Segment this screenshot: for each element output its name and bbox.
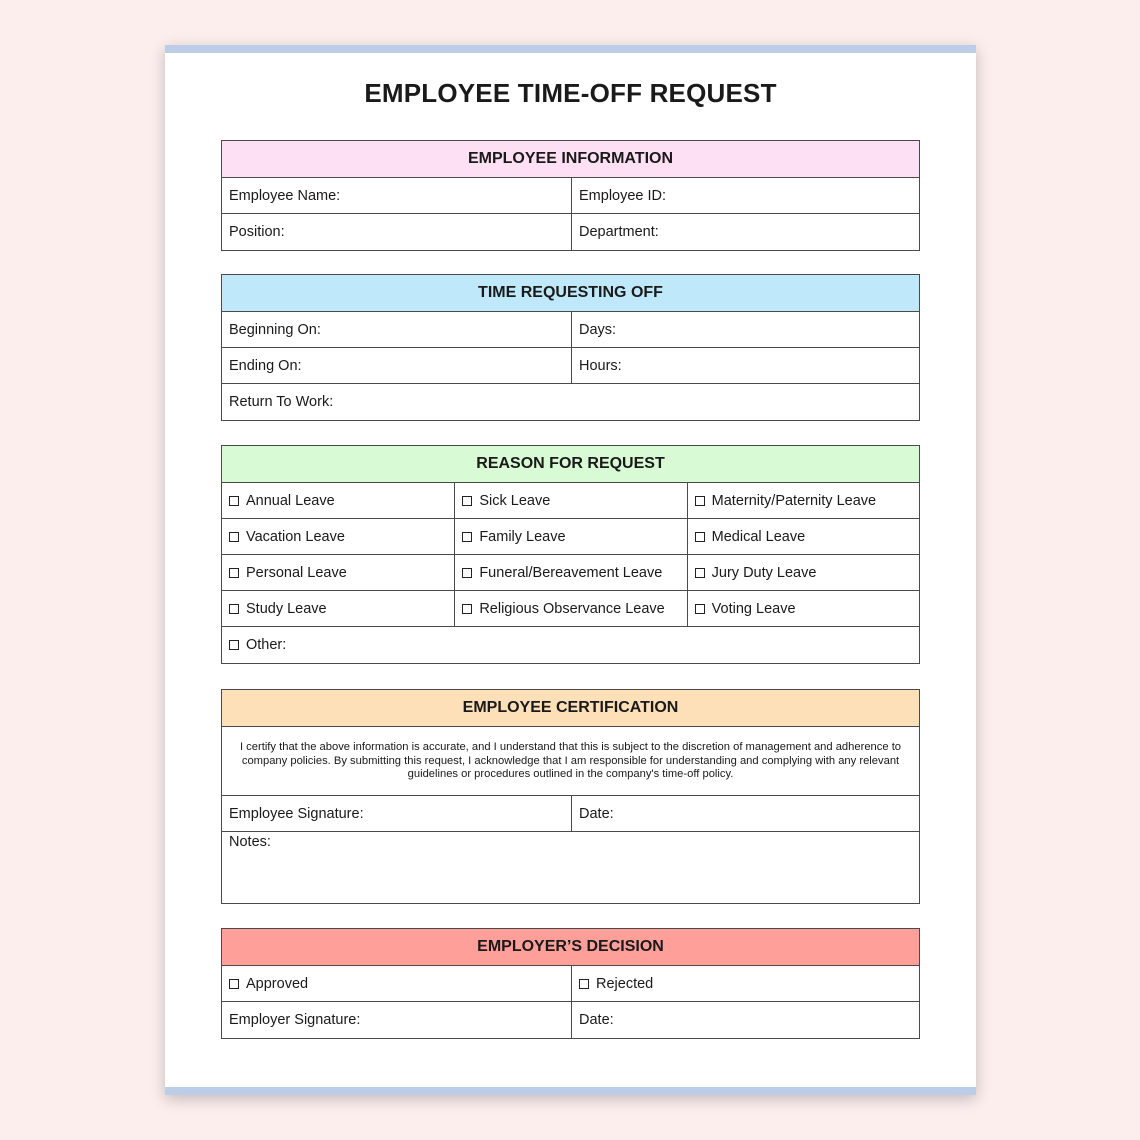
- days-field[interactable]: [571, 312, 919, 347]
- employer-signature-field[interactable]: [222, 1002, 571, 1038]
- time-requesting-off-section: [221, 274, 920, 421]
- time-requesting-off-heading: TIME REQUESTING OFF: [222, 275, 919, 312]
- checkbox-icon[interactable]: [229, 640, 239, 650]
- employer-date-field[interactable]: [571, 1002, 919, 1038]
- employee-id-label: Employee ID:: [579, 187, 667, 204]
- employer-signature-label: Employer Signature:: [229, 1012, 361, 1028]
- checkbox-icon[interactable]: [462, 532, 472, 542]
- reason-option-annual-leave[interactable]: [222, 483, 454, 518]
- checkbox-icon[interactable]: [229, 979, 239, 989]
- rejected-label: Rejected: [596, 975, 654, 992]
- employee-certification-heading: EMPLOYEE CERTIFICATION: [222, 690, 919, 727]
- reason-option-label: Religious Observance Leave: [479, 600, 665, 617]
- department-field[interactable]: [571, 214, 919, 250]
- employee-signature-field[interactable]: [222, 796, 571, 831]
- reason-option-label: Family Leave: [479, 528, 566, 545]
- return-to-work-field[interactable]: [222, 384, 919, 420]
- employers-decision-section: [221, 928, 920, 1039]
- reason-option-label: Study Leave: [246, 600, 327, 617]
- reason-option-label: Funeral/Bereavement Leave: [479, 564, 663, 581]
- reason-option-label: Annual Leave: [246, 492, 335, 509]
- position-field[interactable]: [222, 214, 571, 250]
- checkbox-icon[interactable]: [229, 496, 239, 506]
- ending-on-label: Ending On:: [229, 357, 302, 374]
- reason-option-label: Sick Leave: [479, 492, 551, 509]
- reason-option-label: Maternity/Paternity Leave: [711, 492, 877, 509]
- checkbox-icon[interactable]: [229, 604, 239, 614]
- reason-option-maternity-paternity-leave[interactable]: [687, 483, 919, 518]
- reason-option-jury-duty-leave[interactable]: [687, 555, 919, 590]
- days-label: Days:: [579, 321, 617, 338]
- notes-field[interactable]: [222, 832, 919, 903]
- reason-option-sick-leave[interactable]: [454, 483, 686, 518]
- decision-rejected-option[interactable]: [571, 966, 919, 1001]
- reason-for-request-heading: REASON FOR REQUEST: [222, 446, 919, 483]
- checkbox-icon[interactable]: [229, 568, 239, 578]
- reason-option-vacation-leave[interactable]: [222, 519, 454, 554]
- employee-name-label: Employee Name:: [229, 187, 341, 204]
- checkbox-icon[interactable]: [229, 532, 239, 542]
- beginning-on-field[interactable]: [222, 312, 571, 347]
- approved-label: Approved: [246, 975, 309, 992]
- reason-option-voting-leave[interactable]: [687, 591, 919, 626]
- reason-option-personal-leave[interactable]: [222, 555, 454, 590]
- checkbox-icon[interactable]: [695, 496, 705, 506]
- reason-option-label: Jury Duty Leave: [711, 564, 817, 581]
- employee-information-section: [221, 140, 920, 251]
- checkbox-icon[interactable]: [695, 604, 705, 614]
- employee-name-field[interactable]: [222, 178, 571, 213]
- employee-date-field[interactable]: [571, 796, 919, 831]
- employee-information-heading: EMPLOYEE INFORMATION: [222, 141, 919, 178]
- position-label: Position:: [229, 224, 285, 240]
- employer-date-label: Date:: [579, 1012, 614, 1028]
- notes-label: Notes:: [229, 834, 271, 850]
- employers-decision-heading: EMPLOYER’S DECISION: [222, 929, 919, 966]
- top-accent-band: [165, 45, 976, 53]
- department-label: Department:: [579, 224, 659, 240]
- reason-option-other[interactable]: [222, 627, 919, 663]
- reason-option-label: Personal Leave: [246, 564, 347, 581]
- reason-option-study-leave[interactable]: [222, 591, 454, 626]
- hours-field[interactable]: [571, 348, 919, 383]
- reason-option-funeral-bereavement-leave[interactable]: [454, 555, 686, 590]
- reason-option-label: Medical Leave: [711, 528, 806, 545]
- reason-option-label: Vacation Leave: [246, 528, 345, 545]
- checkbox-icon[interactable]: [579, 979, 589, 989]
- employee-certification-section: [221, 689, 920, 904]
- checkbox-icon[interactable]: [695, 568, 705, 578]
- reason-option-family-leave[interactable]: [454, 519, 686, 554]
- decision-approved-option[interactable]: [222, 966, 571, 1001]
- beginning-on-label: Beginning On:: [229, 321, 321, 338]
- reason-option-medical-leave[interactable]: [687, 519, 919, 554]
- employee-id-field[interactable]: [571, 178, 919, 213]
- reason-option-other-label: Other:: [246, 637, 287, 653]
- form-title: EMPLOYEE TIME-OFF REQUEST: [364, 78, 777, 108]
- ending-on-field[interactable]: [222, 348, 571, 383]
- employee-date-label: Date:: [579, 805, 614, 822]
- hours-label: Hours:: [579, 357, 622, 374]
- reason-option-label: Voting Leave: [711, 600, 796, 617]
- bottom-accent-band: [165, 1087, 976, 1095]
- employee-signature-label: Employee Signature:: [229, 805, 364, 822]
- reason-for-request-section: [221, 445, 920, 664]
- checkbox-icon[interactable]: [462, 604, 472, 614]
- checkbox-icon[interactable]: [462, 496, 472, 506]
- checkbox-icon[interactable]: [695, 532, 705, 542]
- certification-statement: I certify that the above information is accurate, and I understand that this is subject to the discretion of management and adherence to company policies. By submitting this request, I acknowledge that I am responsible for understanding and complying with any relevant guidelines or procedures outlined in the company's time-off policy.: [222, 727, 919, 796]
- form-page: [165, 45, 976, 1095]
- return-to-work-label: Return To Work:: [229, 394, 334, 410]
- checkbox-icon[interactable]: [462, 568, 472, 578]
- reason-option-religious-observance-leave[interactable]: [454, 591, 686, 626]
